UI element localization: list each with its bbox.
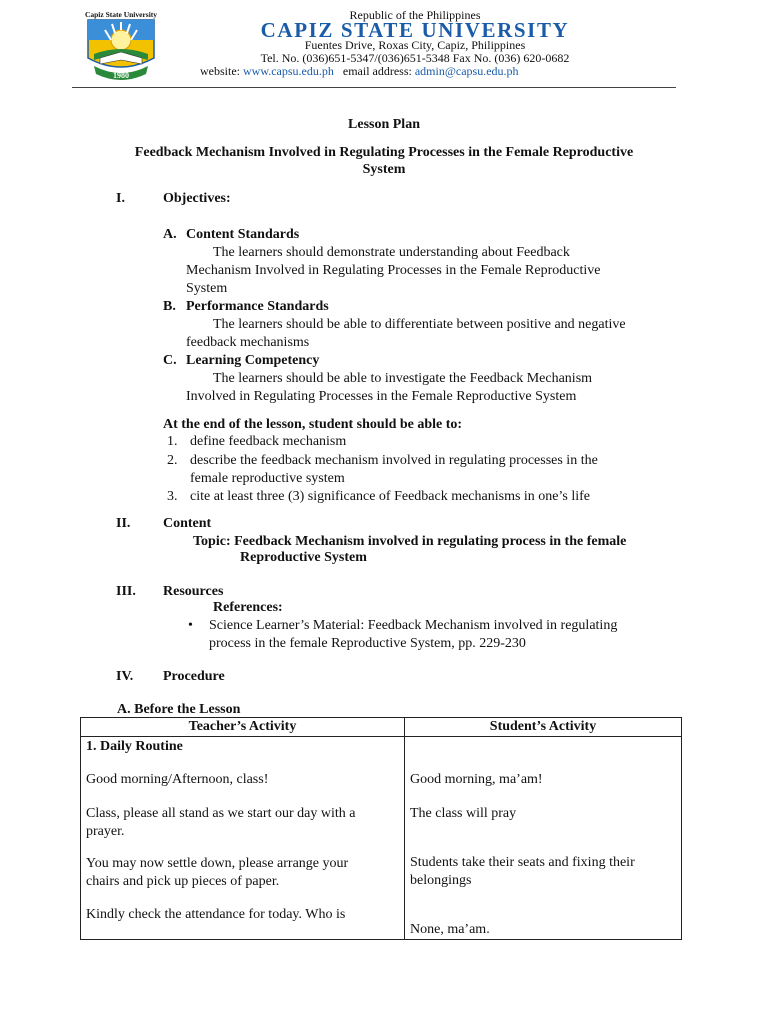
doc-subtitle-line2: System — [362, 162, 406, 177]
learning-competency-title: Learning Competency — [186, 353, 320, 368]
email-link[interactable]: admin@capsu.edu.ph — [414, 64, 519, 78]
learning-competency-text: Involved in Regulating Processes in the Female Reproductive System — [186, 389, 577, 404]
header-divider — [72, 87, 676, 88]
performance-standards-label: B. — [163, 299, 176, 314]
teacher-line: prayer. — [86, 824, 125, 839]
website-link[interactable]: www.capsu.edu.ph — [243, 64, 334, 78]
university-name: CAPIZ STATE UNIVERSITY — [260, 18, 570, 42]
objective-number: 2. — [167, 453, 178, 468]
student-line: None, ma’am. — [410, 922, 490, 937]
doc-subtitle-line1: Feedback Mechanism Involved in Regulating Processes in the Female Reproductive — [134, 145, 634, 160]
content-standards-text: Mechanism Involved in Regulating Processes in the Female Reproductive — [186, 263, 601, 278]
performance-standards-title: Performance Standards — [186, 299, 329, 314]
content-standards-label: A. — [163, 227, 177, 242]
reference-text: Science Learner’s Material: Feedback Mechanism involved in regulating — [209, 618, 618, 633]
section-3-number: III. — [116, 584, 136, 599]
logo-year: 1980 — [113, 71, 129, 80]
doc-title: Lesson Plan — [348, 117, 420, 132]
objective-number: 1. — [167, 434, 178, 449]
reference-text: process in the female Reproductive System, pp. 229-230 — [209, 636, 526, 651]
section-1-number: I. — [116, 191, 125, 206]
teacher-line: Class, please all stand as we start our day with a — [86, 806, 356, 821]
student-activity-header: Student’s Activity — [405, 718, 682, 737]
objective-number: 3. — [167, 489, 178, 504]
topic-line2: Reproductive System — [240, 550, 367, 565]
objectives-heading: At the end of the lesson, student should be able to: — [163, 417, 463, 432]
objective-text: cite at least three (3) significance of Feedback mechanisms in one’s life — [190, 489, 591, 504]
references-label: References: — [213, 600, 283, 615]
objective-text: female reproductive system — [190, 471, 345, 486]
republic-line: Republic of the Philippines — [349, 8, 481, 22]
activity-table — [80, 717, 682, 940]
section-4-number: IV. — [116, 669, 134, 684]
logo-text: Capiz State University — [84, 10, 158, 19]
objective-text: describe the feedback mechanism involved in regulating processes in the — [190, 453, 598, 468]
student-line: Students take their seats and fixing their — [410, 855, 635, 870]
learning-competency-text: The learners should be able to investigate the Feedback Mechanism — [213, 371, 593, 386]
teacher-activity-header: Teacher’s Activity — [81, 718, 405, 737]
teacher-line: Good morning/Afternoon, class! — [86, 772, 269, 787]
performance-standards-text: The learners should be able to differentiate between positive and negative — [213, 317, 626, 332]
table-header-row — [81, 718, 682, 737]
performance-standards-text: feedback mechanisms — [186, 335, 310, 350]
website-label: website: — [200, 64, 240, 78]
section-4-title: Procedure — [163, 669, 225, 684]
daily-routine-title: 1. Daily Routine — [86, 739, 183, 754]
student-line: The class will pray — [410, 806, 517, 821]
before-lesson-heading: A. Before the Lesson — [117, 702, 241, 717]
email-label: email address: — [342, 64, 412, 78]
university-address: Fuentes Drive, Roxas City, Capiz, Philippines — [304, 38, 526, 52]
student-line: Good morning, ma’am! — [410, 772, 543, 787]
section-2-number: II. — [116, 516, 131, 531]
topic-line1: Topic: Feedback Mechanism involved in regulating process in the female — [193, 534, 627, 549]
section-3-title: Resources — [163, 584, 224, 599]
teacher-line: You may now settle down, please arrange your — [86, 856, 349, 871]
section-2-title: Content — [163, 516, 212, 531]
student-activity-cell — [405, 737, 682, 940]
student-line: belongings — [410, 873, 472, 888]
content-standards-title: Content Standards — [186, 227, 300, 242]
learning-competency-label: C. — [163, 353, 177, 368]
university-phone: Tel. No. (036)651-5347/(036)651-5348 Fax No. (036) 620-0682 — [260, 51, 570, 65]
teacher-line: chairs and pick up pieces of paper. — [86, 874, 280, 889]
teacher-line: Kindly check the attendance for today. Who is — [86, 907, 346, 922]
bullet-icon: • — [188, 618, 193, 633]
content-standards-text: System — [186, 281, 228, 296]
section-1-title: Objectives: — [163, 191, 231, 206]
objective-text: define feedback mechanism — [190, 434, 347, 449]
content-standards-text: The learners should demonstrate understanding about Feedback — [213, 245, 570, 260]
teacher-activity-cell — [81, 737, 405, 940]
contact-line — [200, 64, 519, 79]
table-row — [81, 737, 682, 940]
